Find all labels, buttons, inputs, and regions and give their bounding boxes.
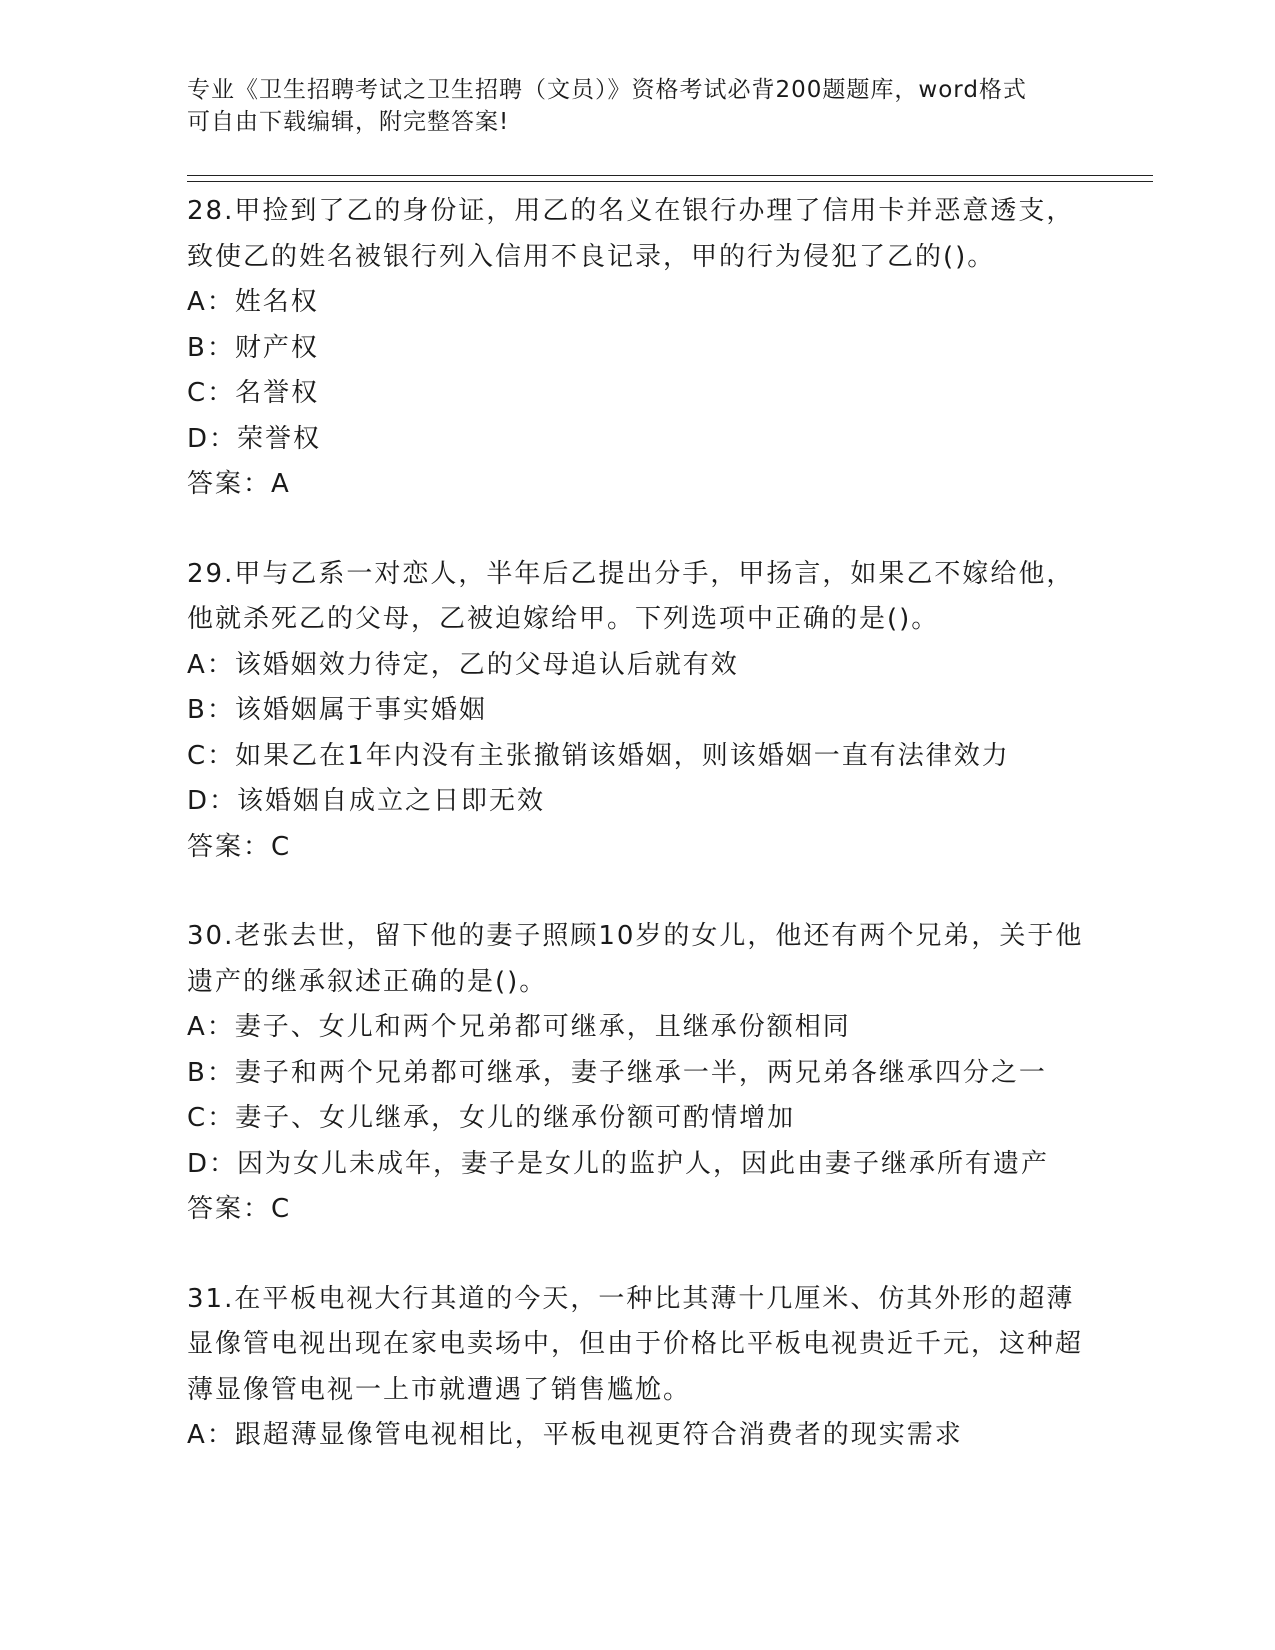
question-text: 28.甲捡到了乙的身份证，用乙的名义在银行办理了信用卡并恶意透支，致使乙的姓名被银行列入信用不良记录，甲的行为侵犯了乙的()。 [187, 196, 1075, 272]
option-d: D：荣誉权 [187, 423, 322, 454]
option-a: A：姓名权 [187, 287, 319, 317]
question-text: 30.老张去世，留下他的妻子照顾10岁的女儿，他还有两个兄弟，关于他遗产的继承叙述正确的是()。 [187, 921, 1084, 997]
option-b: B：妻子和两个兄弟都可继承，妻子继承一半，两兄弟各继承四分之一 [187, 1057, 1047, 1088]
header-divider-bottom [187, 181, 1153, 182]
option-d: D：该婚姻自成立之日即无效 [187, 786, 546, 816]
option-a: A：跟超薄显像管电视相比，平板电视更符合消费者的现实需求 [187, 1420, 963, 1450]
answer: 答案：A [187, 469, 291, 499]
answer: 答案：C [187, 831, 292, 862]
header-line-1: 专业《卫生招聘考试之卫生招聘（文员）》资格考试必背200题题库，word格式 [187, 77, 1027, 103]
question-text: 31.在平板电视大行其道的今天，一种比其薄十几厘米、仿其外形的超薄显像管电视出现在家电卖场中，但由于价格比平板电视贵近千元，这种超薄显像管电视一上市就遭遇了销售尴尬。 [187, 1283, 1084, 1405]
question-31 [187, 1277, 1087, 1459]
option-c: C：妻子、女儿继承，女儿的继承份额可酌情增加 [187, 1103, 796, 1133]
question-30 [187, 914, 1087, 1233]
document-header [187, 74, 1067, 138]
option-d: D：因为女儿未成年，妻子是女儿的监护人，因此由妻子继承所有遗产 [187, 1148, 1050, 1179]
option-b: B：该婚姻属于事实婚姻 [187, 695, 487, 725]
question-29 [187, 552, 1087, 871]
question-text: 29.甲与乙系一对恋人，半年后乙提出分手，甲扬言，如果乙不嫁给他，他就杀死乙的父母，乙被迫嫁给甲。下列选项中正确的是()。 [187, 558, 1075, 634]
option-a: A：该婚姻效力待定，乙的父母追认后就有效 [187, 649, 739, 680]
header-divider-top [187, 175, 1153, 176]
option-a: A：妻子、女儿和两个兄弟都可继承，且继承份额相同 [187, 1012, 851, 1042]
question-28 [187, 189, 1087, 508]
option-c: C：如果乙在1年内没有主张撤销该婚姻，则该婚姻一直有法律效力 [187, 740, 1010, 771]
option-b: B：财产权 [187, 332, 319, 363]
option-c: C：名誉权 [187, 378, 320, 408]
answer: 答案：C [187, 1194, 292, 1224]
question-list [187, 189, 1087, 1503]
header-line-2: 可自由下载编辑，附完整答案! [187, 109, 510, 135]
